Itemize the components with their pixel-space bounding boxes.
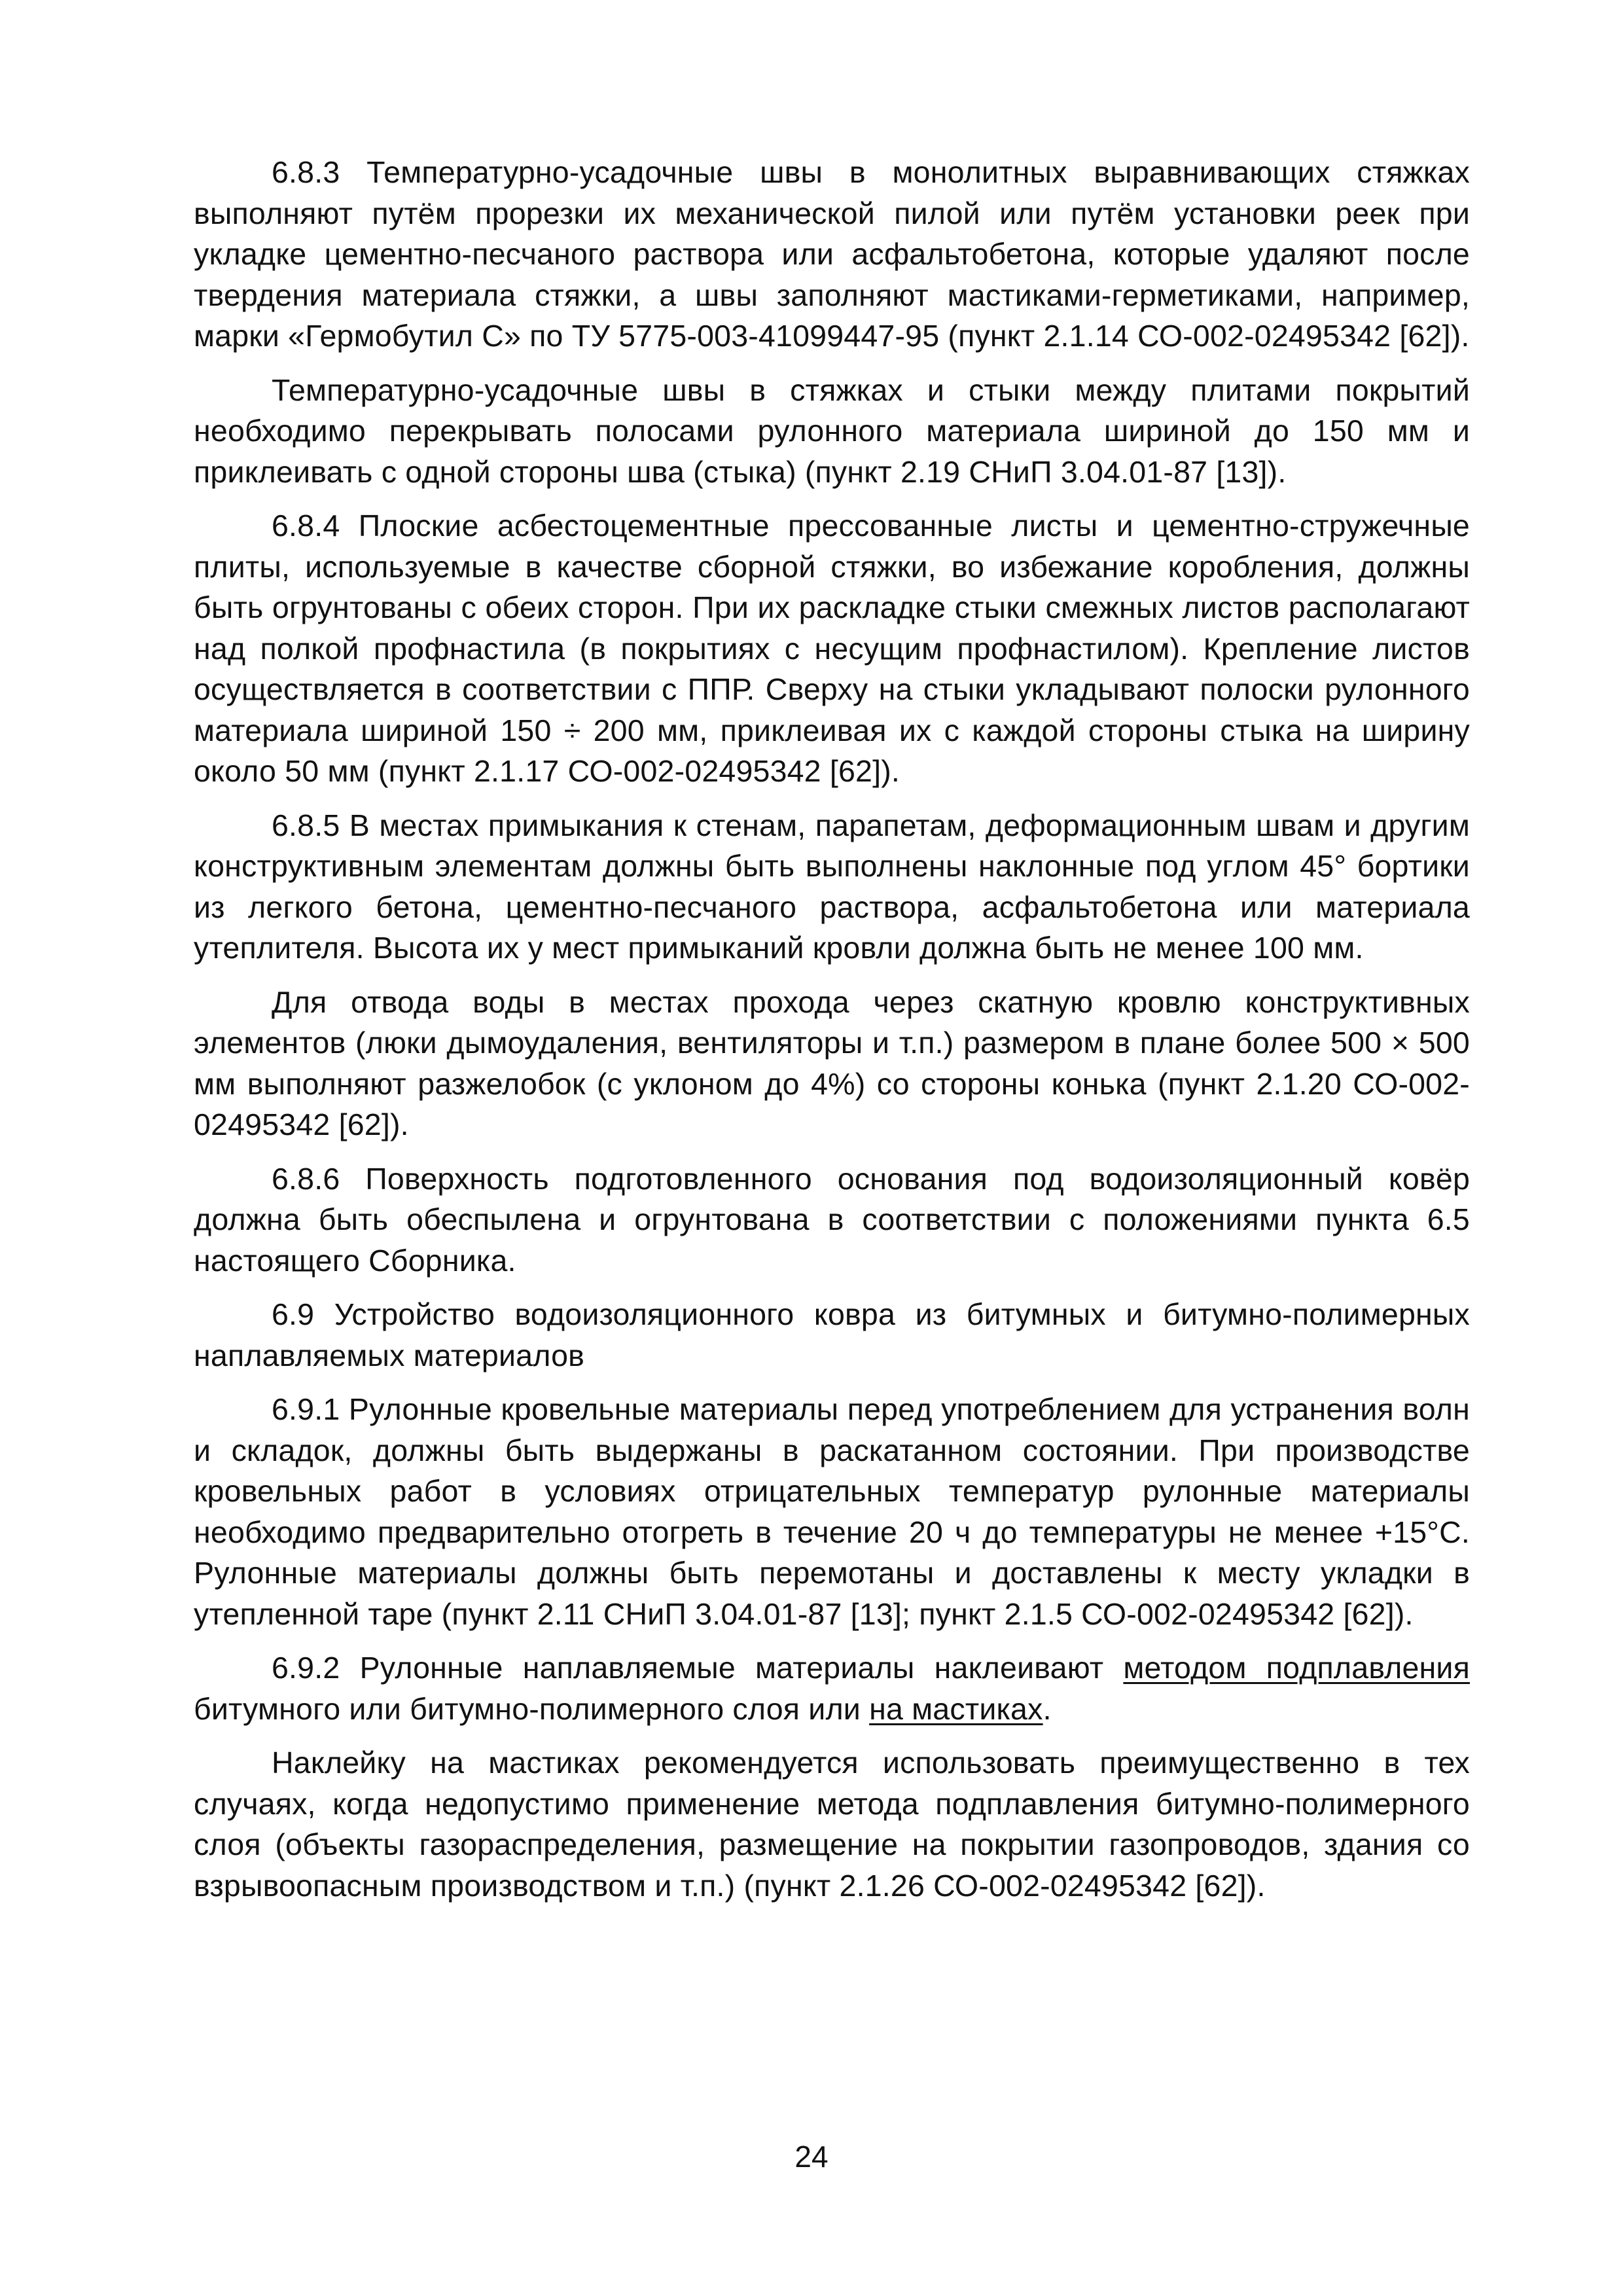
page-body <box>194 152 1470 1919</box>
paragraph-6-8-5: 6.8.5 В местах примыкания к стенам, парапетам, деформационным швам и другим конструктивным элементам должны быть выполнены наклонные под углом 45° бортики из легкого бетона, цементно-песчаного раствора, асфальтобетона или материала утеплителя. Высота их у мест примыканий кровли должна быть не менее 100 мм. <box>194 808 1470 965</box>
underlined-on-mastics: на мастиках <box>869 1691 1043 1726</box>
paragraph-6-9-1: 6.9.1 Рулонные кровельные материалы перед употреблением для устранения волн и складок, должны быть выдержаны в раскатанном состоянии. При производстве кровельных работ в условиях отрицательных температур рулонные материалы необходимо предварительно отогреть в течение 20 ч до температуры не менее +15°С. Рулонные материалы должны быть перемотаны и доставлены к месту укладки в утепленной таре (пункт 2.11 СНиП 3.04.01-87 [13]; пункт 2.1.5 СО-002-02495342 [62]). <box>194 1392 1470 1631</box>
paragraph-6-8-4: 6.8.4 Плоские асбестоцементные прессованные листы и цементно-стружечные плиты, используемые в качестве сборной стяжки, во избежание коробления, должны быть огрунтованы с обеих сторон. При их раскладке стыки смежных листов располагают над полкой профнастила (в покрытиях с несущим профнастилом). Крепление листов осуществляется в соответствии с ППР. Сверху на стыки укладывают полоски рулонного материала шириной 150 ÷ 200 мм, приклеивая их с каждой стороны стыка на ширину около 50 мм (пункт 2.1.17 СО-002-02495342 [62]). <box>194 509 1470 788</box>
paragraph-shrinkage-joints: Температурно-усадочные швы в стяжках и стыки между плитами покрытий необходимо перекрывать полосами рулонного материала шириной до 150 мм и приклеивать с одной стороны шва (стыка) (пункт 2.19 СНиП 3.04.01-87 [13]). <box>194 372 1470 489</box>
paragraph-6-8-6: 6.8.6 Поверхность подготовленного основания под водоизоляционный ковёр должна быть обеспылена и огрунтована в соответствии с положениями пункта 6.5 настоящего Сборника. <box>194 1161 1470 1278</box>
paragraph-6-9-2 <box>194 1647 1470 1729</box>
paragraph-6-8-3: 6.8.3 Температурно-усадочные швы в монолитных выравнивающих стяжках выполняют путём прорезки их механической пилой или путём установки реек при укладке цементно-песчаного раствора или асфальтобетона, которые удаляют после твердения материала стяжки, а швы заполняют мастиками-герметиками, например, марки «Гермобутил С» по ТУ 5775-003-41099447-95 (пункт 2.1.14 СО-002-02495342 [62]). <box>194 155 1470 353</box>
paragraph-mastic-gluing: Наклейку на мастиках рекомендуется использовать преимущественно в тех случаях, когда недопустимо применение метода подплавления битумно-полимерного слоя (объекты газораспределения, размещение на покрытии газопроводов, здания со взрывоопасным производством и т.п.) (пункт 2.1.26 СО-002-02495342 [62]). <box>194 1746 1470 1903</box>
paragraph-water-drainage: Для отвода воды в местах прохода через скатную кровлю конструктивных элементов (люки дымоудаления, вентиляторы и т.п.) размером в плане более 500 × 500 мм выполняют разжелобок (с уклоном до 4%) со стороны конька (пункт 2.1.20 СО-002-02495342 [62]). <box>194 984 1470 1141</box>
page-number: 24 <box>794 2140 829 2174</box>
paragraph-6-9-2-middle: битумного или битумно-полимерного слоя или <box>194 1691 870 1726</box>
paragraph-6-9-2-end: . <box>1043 1691 1052 1726</box>
section-heading-6-9: 6.9 Устройство водоизоляционного ковра из битумных и битумно-полимерных наплавляемых материалов <box>194 1297 1470 1372</box>
underlined-method-fusing: методом подплавления <box>1123 1651 1470 1685</box>
paragraph-6-9-2-start: 6.9.2 Рулонные наплавляемые материалы наклеивают <box>272 1651 1124 1685</box>
